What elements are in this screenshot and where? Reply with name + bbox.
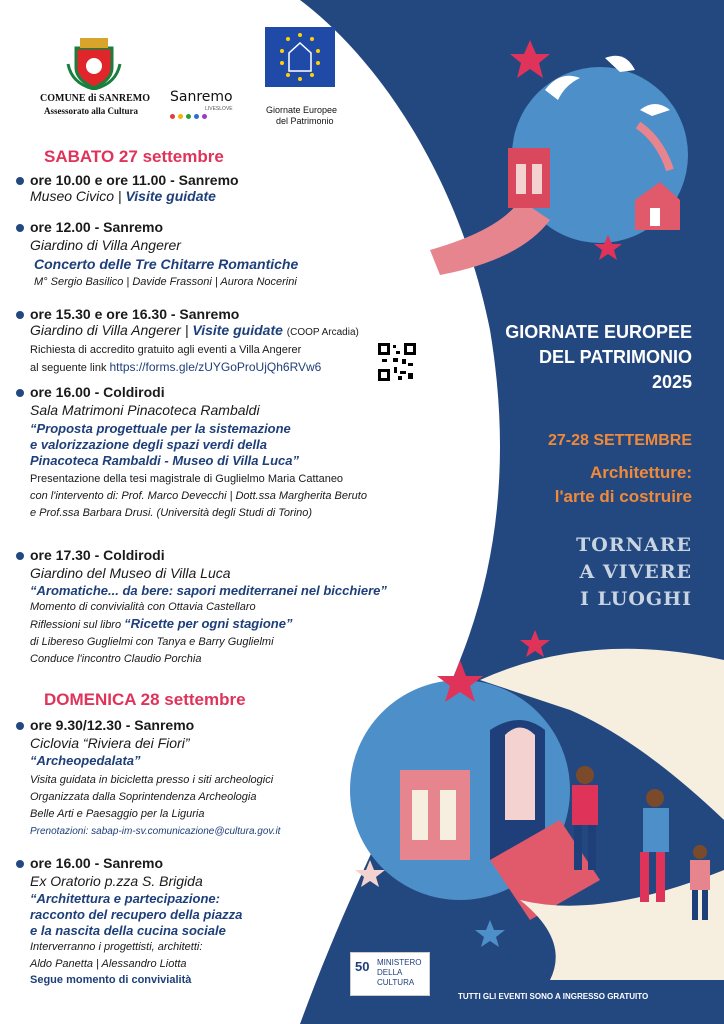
sunday-heading: DOMENICA 28 settembre (44, 690, 246, 709)
event-detail: Belle Arti e Paesaggio per la Liguria (30, 808, 205, 820)
event-place: Sala Matrimoni Pinacoteca Rambaldi (30, 402, 260, 418)
slogan-line1: TORNARE (576, 534, 692, 556)
event-detail: Presentazione della tesi magistrale di Guglielmo Maria Cattaneo (30, 473, 344, 485)
event-place: Museo Civico | Visite guidate (30, 188, 216, 204)
bullet-icon (16, 224, 24, 232)
event-title: “Aromatiche... da bere: sapori mediterranei nel bicchiere” (30, 583, 387, 598)
comune-name: COMUNE di SANREMO (40, 93, 151, 104)
bullet-icon (16, 177, 24, 185)
ministero-fifty: 50 (355, 959, 370, 974)
slogan-line2: A VIVERE (579, 561, 692, 583)
event-detail: Conduce l'incontro Claudio Porchia (30, 653, 202, 665)
event-detail-book-line: Riflessioni sul libro “Ricette per ogni stagione” (30, 616, 293, 631)
bullet-icon (16, 552, 24, 560)
bullet-icon (16, 722, 24, 730)
accredito-link[interactable]: https://forms.gle/zUYGoProUjQh6RVw6 (109, 360, 322, 374)
theme-line2: l'arte di costruire (554, 487, 692, 506)
event-place: Ex Oratorio p.zza S. Brigida (30, 873, 203, 889)
event-detail: con l'intervento di: Prof. Marco Devecchi | Dott.ssa Margherita Beruto (30, 490, 367, 502)
gep-logo-line2: del Patrimonio (276, 116, 334, 126)
gep-logo-line1: Giornate Europee (266, 105, 338, 115)
event-detail: M° Sergio Basilico | Davide Frassoni | Aurora Nocerini (34, 276, 297, 288)
event-title-line1: “Proposta progettuale per la sistemazione (30, 421, 291, 436)
event-place: Giardino di Villa Angerer | Visite guidate (COOP Arcadia) (30, 322, 359, 338)
sanremo-logo (170, 88, 233, 119)
event-detail-link-line: al seguente link https://forms.gle/zUYGoProUjQh6RVw6 (30, 360, 322, 374)
event-detail: Visita guidata in bicicletta presso i siti archeologici (30, 774, 274, 786)
event-series-dates: 27-28 SETTEMBRE (547, 432, 692, 449)
event-detail: di Libereso Guglielmi con Tanya e Barry Guglielmi (30, 636, 274, 648)
event-time: ore 12.00 - Sanremo (30, 219, 164, 235)
event-title-line1: “Architettura e partecipazione: (30, 891, 220, 906)
bullet-icon (16, 389, 24, 397)
event-title-line2: e valorizzazione degli spazi verdi della (30, 437, 267, 452)
ministero-line1: MINISTERO (377, 958, 422, 967)
event-sat-1 (30, 172, 470, 204)
event-series-title-line2: DEL PATRIMONIO (539, 347, 692, 367)
free-entry-note: TUTTI GLI EVENTI SONO A INGRESSO GRATUITO (458, 992, 649, 1001)
assessorato-name: Assessorato alla Cultura (44, 106, 138, 116)
event-time: ore 10.00 e ore 11.00 - Sanremo (30, 172, 239, 188)
coat-of-arms-icon (66, 34, 122, 90)
visite-guidate-link[interactable]: Visite guidate (125, 188, 216, 204)
event-time: ore 17.30 - Coldirodi (30, 547, 165, 563)
theme-line1: Architetture: (589, 463, 692, 482)
event-detail: Aldo Panetta | Alessandro Liotta (30, 958, 187, 970)
eu-stars-castle-icon (265, 27, 335, 87)
qr-code[interactable] (378, 343, 416, 381)
ministero-line2: DELLA (377, 968, 403, 977)
event-title: Concerto delle Tre Chitarre Romantiche (34, 256, 299, 272)
event-title-line2: racconto del recupero della piazza (30, 907, 243, 922)
top-illustration (430, 30, 724, 290)
event-time: ore 15.30 e ore 16.30 - Sanremo (30, 306, 240, 322)
event-series-title-line1: GIORNATE EUROPEE (505, 322, 692, 342)
sanremo-color-dots (170, 114, 233, 119)
qr-code-icon (378, 343, 416, 381)
bullet-icon (16, 860, 24, 868)
book-title: “Ricette per ogni stagione” (124, 616, 293, 631)
saturday-heading: SABATO 27 settembre (44, 147, 224, 166)
ministero-logo (350, 952, 430, 996)
gep-logo (265, 27, 335, 87)
sanremo-logo-text: Sanremo (170, 89, 233, 105)
event-time: ore 16.00 - Sanremo (30, 855, 164, 871)
event-closing: Segue momento di convivialità (30, 974, 192, 986)
event-place: Giardino di Villa Angerer (30, 237, 181, 253)
ministero-line3: CULTURA (377, 978, 415, 987)
event-detail: e Prof.ssa Barbara Drusi. (Università degli Studi di Torino) (30, 507, 313, 519)
bottom-illustration (340, 620, 724, 980)
sanremo-logo-sub: LIVESLOVE (205, 106, 233, 112)
event-detail: Richiesta di accredito gratuito agli eventi a Villa Angerer (30, 344, 302, 356)
event-detail: Interverranno i progettisti, architetti: (30, 941, 203, 953)
event-detail: Momento di convivialità con Ottavia Castellaro (30, 601, 256, 613)
event-time: ore 9.30/12.30 - Sanremo (30, 717, 195, 733)
event-title: “Archeopedalata” (30, 753, 141, 768)
event-series-year: 2025 (651, 372, 692, 392)
event-title-line3: e la nascita della cucina sociale (30, 923, 226, 938)
event-detail: Organizzata dalla Soprintendenza Archeologia (30, 791, 257, 803)
event-sat-2 (30, 219, 470, 291)
bullet-icon (16, 311, 24, 319)
event-sat-4 (30, 384, 470, 522)
event-place: Ciclovia “Riviera dei Fiori” (30, 735, 190, 751)
visite-guidate-link[interactable]: Visite guidate (192, 322, 283, 338)
booking-email[interactable]: Prenotazioni: sabap-im-sv.comunicazione@cultura.gov.it (30, 826, 281, 837)
slogan-line3: I LUOGHI (579, 588, 692, 610)
event-title-line3: Pinacoteca Rambaldi - Museo di Villa Luca” (30, 453, 299, 468)
comune-logo (66, 34, 122, 90)
event-time: ore 16.00 - Coldirodi (30, 384, 165, 400)
event-place: Giardino del Museo di Villa Luca (30, 565, 231, 581)
